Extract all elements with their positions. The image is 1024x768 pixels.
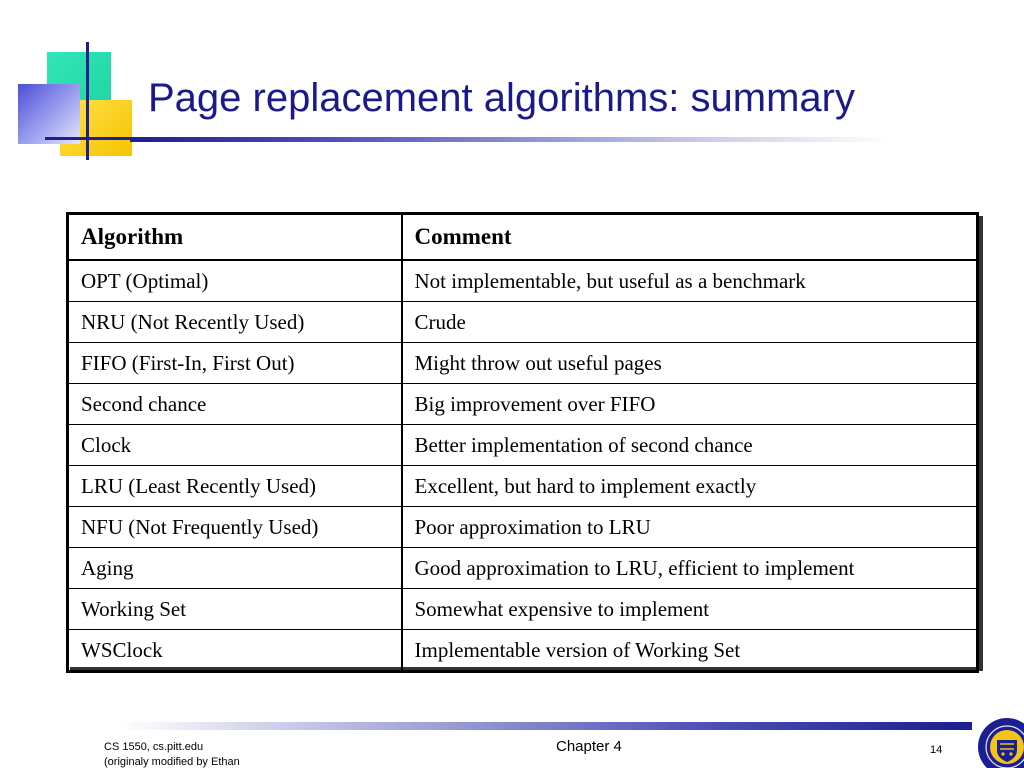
footer-chapter: Chapter 4 <box>556 738 622 755</box>
table-row <box>68 425 978 466</box>
comment-cell: Might throw out useful pages <box>402 343 978 384</box>
table-row <box>68 302 978 343</box>
table-header-row <box>68 214 978 261</box>
footer-course-line2: (originaly modified by Ethan <box>104 756 240 768</box>
algorithm-cell: Working Set <box>68 589 402 630</box>
algorithm-cell: Aging <box>68 548 402 589</box>
comment-cell: Excellent, but hard to implement exactly <box>402 466 978 507</box>
footer-page-number: 14 <box>930 744 943 756</box>
algorithm-cell: OPT (Optimal) <box>68 260 402 302</box>
decor-blue-square <box>18 84 80 144</box>
summary-table-container <box>66 212 979 667</box>
algorithm-cell: Clock <box>68 425 402 466</box>
table-row <box>68 589 978 630</box>
title-underline <box>130 137 890 142</box>
header-algorithm: Algorithm <box>68 214 402 261</box>
footer-rule <box>120 722 972 730</box>
comment-cell: Somewhat expensive to implement <box>402 589 978 630</box>
table-row <box>68 507 978 548</box>
algorithm-cell: FIFO (First-In, First Out) <box>68 343 402 384</box>
university-seal-icon <box>976 716 1024 768</box>
algorithm-cell: Second chance <box>68 384 402 425</box>
comment-cell: Big improvement over FIFO <box>402 384 978 425</box>
comment-cell: Poor approximation to LRU <box>402 507 978 548</box>
header-comment: Comment <box>402 214 978 261</box>
algorithm-cell: NRU (Not Recently Used) <box>68 302 402 343</box>
algorithm-cell: WSClock <box>68 630 402 672</box>
algorithm-cell: LRU (Least Recently Used) <box>68 466 402 507</box>
table-row <box>68 384 978 425</box>
summary-table <box>66 212 979 673</box>
table-row <box>68 630 978 672</box>
footer-course-info <box>104 740 240 768</box>
comment-cell: Not implementable, but useful as a benchmark <box>402 260 978 302</box>
slide-title: Page replacement algorithms: summary <box>148 76 855 120</box>
comment-cell: Better implementation of second chance <box>402 425 978 466</box>
table-row <box>68 260 978 302</box>
algorithm-cell: NFU (Not Frequently Used) <box>68 507 402 548</box>
table-row <box>68 466 978 507</box>
comment-cell: Implementable version of Working Set <box>402 630 978 672</box>
comment-cell: Crude <box>402 302 978 343</box>
decor-vertical-line <box>86 42 89 160</box>
table-row <box>68 343 978 384</box>
footer-course-line1: CS 1550, cs.pitt.edu <box>104 741 204 753</box>
comment-cell: Good approximation to LRU, efficient to implement <box>402 548 978 589</box>
table-row <box>68 548 978 589</box>
